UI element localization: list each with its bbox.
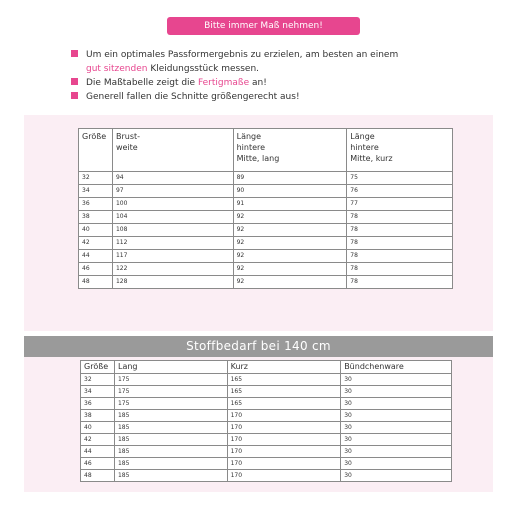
table-cell: 104: [112, 211, 233, 224]
table-cell: 185: [114, 470, 227, 482]
table-cell: 30: [341, 386, 452, 398]
column-header: Kurz: [227, 361, 341, 374]
table-cell: 94: [112, 172, 233, 185]
table-cell: 175: [114, 374, 227, 386]
table-cell: 175: [114, 386, 227, 398]
table-row: [79, 263, 453, 276]
column-header: [79, 129, 113, 172]
table-cell: 185: [114, 422, 227, 434]
table-row: [79, 172, 453, 185]
instruction-text: Generell fallen die Schnitte größengerecht aus!: [86, 92, 300, 102]
table-cell: 32: [79, 172, 113, 185]
table-cell: 112: [112, 237, 233, 250]
table-cell: 46: [79, 263, 113, 276]
table-cell: 30: [341, 446, 452, 458]
table-cell: 90: [233, 185, 347, 198]
column-header-line: hintere: [236, 143, 266, 152]
table-cell: 165: [227, 374, 341, 386]
table-cell: 185: [114, 410, 227, 422]
column-header: [347, 129, 453, 172]
table-cell: 97: [112, 185, 233, 198]
column-header-line: weite: [115, 143, 138, 152]
fabric-table: [80, 360, 452, 482]
table-cell: 42: [81, 434, 115, 446]
table-cell: 89: [233, 172, 347, 185]
table-cell: 92: [233, 276, 347, 289]
table-row: [81, 374, 452, 386]
table-row: [79, 250, 453, 263]
column-header-line: Größe: [82, 132, 107, 141]
column-header: Lang: [114, 361, 227, 374]
bullet-square-icon: [71, 50, 78, 57]
table-row: [79, 211, 453, 224]
table-cell: 92: [233, 263, 347, 276]
table-cell: 77: [347, 198, 453, 211]
column-header-line: Brust-: [115, 132, 141, 141]
column-header-line: Mitte, lang: [236, 154, 280, 163]
table-cell: 92: [233, 250, 347, 263]
table-cell: 46: [81, 458, 115, 470]
table-cell: 170: [227, 458, 341, 470]
table-cell: 38: [81, 410, 115, 422]
bullet-square-icon: [71, 92, 78, 99]
table-cell: 44: [79, 250, 113, 263]
highlight-text: Fertigmaße: [197, 78, 250, 88]
table-row: [79, 198, 453, 211]
table-row: [81, 446, 452, 458]
instruction-item-continuation: [71, 62, 471, 76]
table-cell: 38: [79, 211, 113, 224]
table-cell: 36: [81, 398, 115, 410]
table-cell: 170: [227, 422, 341, 434]
table-cell: 30: [341, 398, 452, 410]
table-cell: 48: [81, 470, 115, 482]
table-cell: 30: [341, 410, 452, 422]
fabric-title-bar: Stoffbedarf bei 140 cm: [24, 336, 493, 357]
size-table: [78, 128, 453, 289]
column-header-line: Mitte, kurz: [350, 154, 393, 163]
table-cell: 92: [233, 237, 347, 250]
table-cell: 78: [347, 211, 453, 224]
table-cell: 185: [114, 458, 227, 470]
table-cell: 42: [79, 237, 113, 250]
table-cell: 92: [233, 224, 347, 237]
table-cell: 34: [79, 185, 113, 198]
highlight-text: gut sitzenden: [86, 64, 148, 74]
table-cell: 108: [112, 224, 233, 237]
table-cell: 76: [347, 185, 453, 198]
column-header: Größe: [81, 361, 115, 374]
column-header-line: Länge: [236, 132, 262, 141]
table-cell: 170: [227, 446, 341, 458]
table-cell: 30: [341, 470, 452, 482]
table-cell: 165: [227, 386, 341, 398]
table-cell: 91: [233, 198, 347, 211]
table-cell: 185: [114, 446, 227, 458]
column-header-line: Länge: [350, 132, 375, 141]
table-cell: 128: [112, 276, 233, 289]
table-cell: 175: [114, 398, 227, 410]
table-cell: 75: [347, 172, 453, 185]
instruction-text: Kleidungsstück messen.: [147, 64, 260, 74]
instructions-list: [71, 48, 471, 104]
table-row: [81, 434, 452, 446]
table-row: [81, 422, 452, 434]
table-cell: 48: [79, 276, 113, 289]
table-cell: 30: [341, 422, 452, 434]
table-row: [79, 237, 453, 250]
instruction-item: [71, 76, 471, 90]
table-cell: 44: [81, 446, 115, 458]
table-cell: 170: [227, 434, 341, 446]
table-cell: 170: [227, 470, 341, 482]
table-cell: 78: [347, 263, 453, 276]
instruction-text: Um ein optimales Passformergebnis zu erzielen, am besten an einem: [86, 50, 399, 60]
table-cell: 170: [227, 410, 341, 422]
table-row: [81, 410, 452, 422]
table-cell: 78: [347, 250, 453, 263]
table-cell: 122: [112, 263, 233, 276]
instruction-item: [71, 90, 471, 104]
bullet-square-icon: [71, 78, 78, 85]
table-row: [79, 276, 453, 289]
table-cell: 30: [341, 458, 452, 470]
table-cell: 165: [227, 398, 341, 410]
table-row: [81, 398, 452, 410]
table-cell: 40: [79, 224, 113, 237]
measure-banner: Bitte immer Maß nehmen!: [167, 17, 360, 35]
instruction-item: [71, 48, 471, 62]
table-cell: 92: [233, 211, 347, 224]
column-header: [112, 129, 233, 172]
table-row: [79, 185, 453, 198]
column-header: Bündchenware: [341, 361, 452, 374]
table-cell: 117: [112, 250, 233, 263]
table-cell: 78: [347, 237, 453, 250]
table-cell: 78: [347, 276, 453, 289]
table-cell: 30: [341, 434, 452, 446]
table-cell: 34: [81, 386, 115, 398]
table-cell: 40: [81, 422, 115, 434]
table-cell: 30: [341, 374, 452, 386]
table-row: [81, 386, 452, 398]
column-header-line: hintere: [350, 143, 379, 152]
table-cell: 32: [81, 374, 115, 386]
table-cell: 78: [347, 224, 453, 237]
column-header: [233, 129, 347, 172]
table-row: [81, 458, 452, 470]
instruction-text: Die Maßtabelle zeigt die: [86, 78, 198, 88]
instruction-text: an!: [249, 78, 267, 88]
table-row: [81, 470, 452, 482]
table-cell: 100: [112, 198, 233, 211]
table-row: [79, 224, 453, 237]
table-cell: 185: [114, 434, 227, 446]
table-cell: 36: [79, 198, 113, 211]
